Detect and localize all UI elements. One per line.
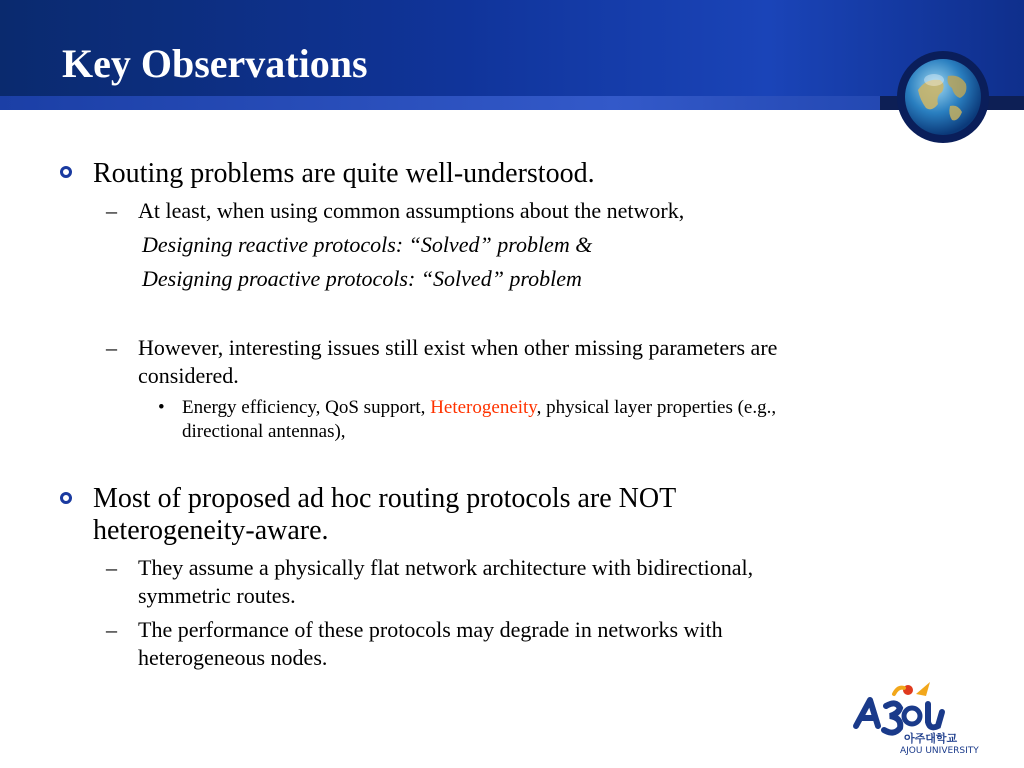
slide-title: Key Observations xyxy=(62,41,368,86)
dash-marker: – xyxy=(106,198,117,223)
bullet-2-text-2: heterogeneity-aware. xyxy=(93,515,329,546)
dash-marker: – xyxy=(106,335,117,360)
subsub-1-line-1 xyxy=(182,396,1012,420)
sub-2-1-text-2: symmetric routes. xyxy=(138,583,296,608)
sub-1-2-text-1: However, interesting issues still exist when other missing parameters are xyxy=(138,335,778,360)
subsub-part-2: , physical layer properties (e.g., xyxy=(536,397,777,418)
bullet-2-text-1: Most of proposed ad hoc routing protocols are NOT xyxy=(93,483,677,514)
bullet-marker-2 xyxy=(60,492,72,504)
subsub-1-line-2: directional antennas), xyxy=(182,421,346,442)
sub-1-2-text-2: considered. xyxy=(138,363,239,388)
header-band xyxy=(0,96,1024,110)
globe-icon xyxy=(896,50,990,144)
bullet-1-text: Routing problems are quite well-understood. xyxy=(93,158,595,189)
subsub-part-1: Energy efficiency, QoS support, xyxy=(182,397,431,418)
dash-marker: – xyxy=(106,555,117,580)
dash-marker: – xyxy=(106,617,117,642)
sub-1-1-line-1: Designing reactive protocols: “Solved” problem & xyxy=(142,232,593,257)
dot-marker: • xyxy=(158,397,165,418)
sub-1-1-text: At least, when using common assumptions about the network, xyxy=(138,198,685,223)
sub-2-2-text-1: The performance of these protocols may degrade in networks with xyxy=(138,617,723,642)
sub-2-2-text-2: heterogeneous nodes. xyxy=(138,645,328,670)
sub-1-1-line-2: Designing proactive protocols: “Solved” problem xyxy=(142,266,582,291)
bullet-marker-1 xyxy=(60,166,72,178)
sub-2-1-text-1: They assume a physically flat network architecture with bidirectional, xyxy=(138,555,754,580)
logo-english-text: AJOU UNIVERSITY xyxy=(900,746,979,756)
heterogeneity-highlight: Heterogeneity xyxy=(430,397,537,418)
logo-korean-text: 아주대학교 xyxy=(904,732,958,745)
